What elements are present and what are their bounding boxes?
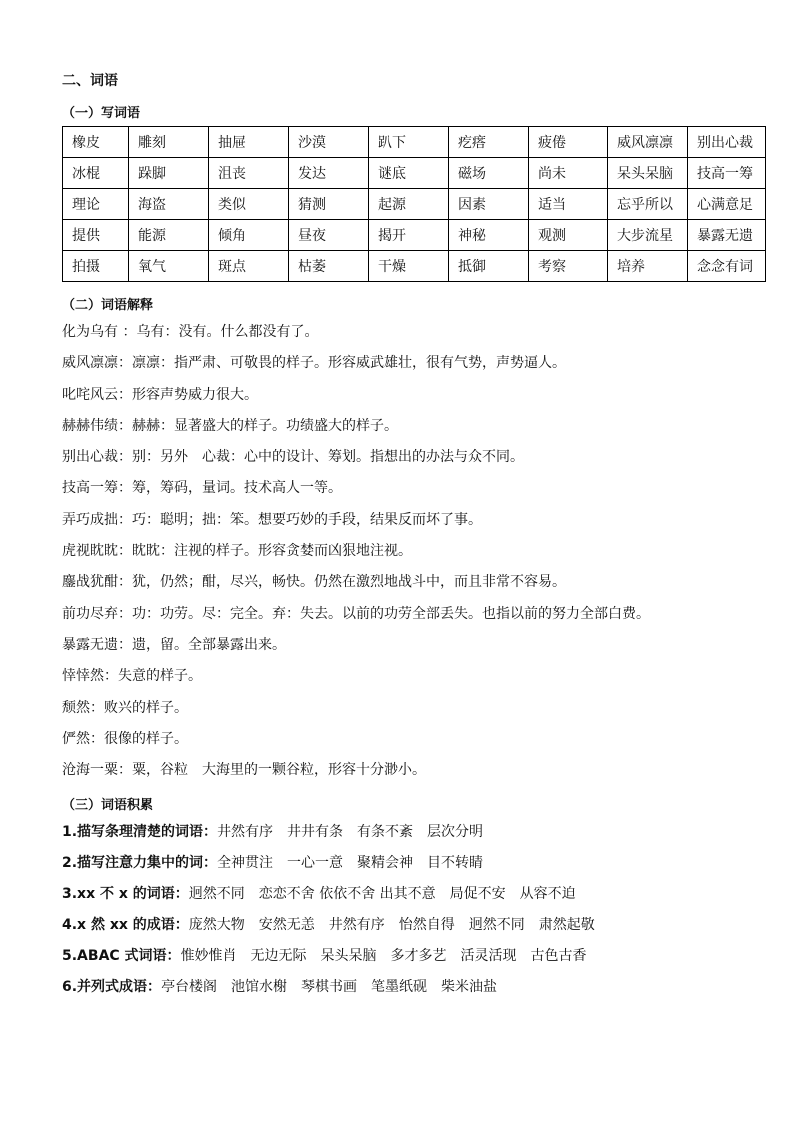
table-cell: 发达 (289, 158, 369, 189)
accumulation-list (62, 821, 762, 1007)
table-cell: 提供 (63, 220, 129, 251)
accumulation-item (62, 883, 762, 914)
accumulation-category: 5.ABAC 式词语： (62, 948, 181, 964)
table-cell: 抵御 (449, 251, 529, 282)
table-cell: 沮丧 (209, 158, 289, 189)
definition-item: 赫赫伟绩：赫赫：显著盛大的样子。功绩盛大的样子。 (62, 417, 398, 434)
table-row (63, 251, 766, 282)
table-cell: 理论 (63, 189, 129, 220)
table-row (63, 158, 766, 189)
table-cell: 类似 (209, 189, 289, 220)
table-cell: 考察 (529, 251, 608, 282)
table-cell: 适当 (529, 189, 608, 220)
word-table (62, 126, 766, 282)
table-cell: 威风凛凛 (608, 127, 688, 158)
accumulation-item (62, 945, 762, 976)
definitions-list (62, 321, 762, 790)
definition-item: 弄巧成拙：巧：聪明；拙：笨。想要巧妙的手段，结果反而坏了事。 (62, 511, 482, 528)
table-row (63, 127, 766, 158)
table-cell: 雕刻 (129, 127, 209, 158)
accumulation-words: 亭台楼阁 池馆水榭 琴棋书画 笔墨纸砚 柴米油盐 (161, 979, 498, 995)
table-cell: 橡皮 (63, 127, 129, 158)
table-cell: 斑点 (209, 251, 289, 282)
table-row (63, 189, 766, 220)
definition-item: 悻悻然：失意的样子。 (62, 668, 202, 685)
definition-item: 暴露无遗：遗，留。全部暴露出来。 (62, 636, 286, 653)
table-cell: 神秘 (449, 220, 529, 251)
subsection-definitions-title: （二）词语解释 (62, 298, 154, 313)
accumulation-item (62, 821, 762, 852)
table-cell: 暴露无遗 (688, 220, 766, 251)
table-cell: 抽屉 (209, 127, 289, 158)
table-cell: 起源 (369, 189, 449, 220)
accumulation-category: 6.并列式成语： (62, 979, 162, 995)
accumulation-item (62, 914, 762, 945)
accumulation-category: 3.xx 不 x 的词语： (62, 886, 189, 902)
definition-item: 化为乌有 ：乌有：没有。什么都没有了。 (62, 324, 319, 340)
table-cell: 大步流星 (608, 220, 688, 251)
table-cell: 拍摄 (63, 251, 129, 282)
definition-item: 威风凛凛：凛凛：指严肃、可敬畏的样子。形容威武雄壮，很有气势，声势逼人。 (62, 355, 566, 372)
table-cell: 念念有词 (688, 251, 766, 282)
table-cell: 心满意足 (688, 189, 766, 220)
table-cell: 忘乎所以 (608, 189, 688, 220)
table-cell: 揭开 (369, 220, 449, 251)
table-cell: 培养 (608, 251, 688, 282)
table-cell: 因素 (449, 189, 529, 220)
definition-item: 虎视眈眈：眈眈：注视的样子。形容贪婪而凶狠地注视。 (62, 543, 412, 560)
accumulation-words: 全神贯注 一心一意 聚精会神 目不转睛 (217, 855, 484, 871)
table-cell: 技高一筹 (688, 158, 766, 189)
definition-item: 鏖战犹酣：犹，仍然；酣，尽兴，畅快。仍然在激烈地战斗中，而且非常不容易。 (62, 574, 566, 591)
accumulation-item (62, 976, 762, 1007)
definition-item: 沧海一粟：粟，谷粒 大海里的一颗谷粒，形容十分渺小。 (62, 762, 426, 779)
subsection-write-words-title: （一）写词语 (62, 106, 141, 121)
table-cell: 谜底 (369, 158, 449, 189)
accumulation-words: 井然有序 井井有条 有条不紊 层次分明 (217, 824, 484, 840)
definition-item: 颓然：败兴的样子。 (62, 699, 188, 716)
table-cell: 海盗 (129, 189, 209, 220)
table-cell: 猜测 (289, 189, 369, 220)
table-cell: 跺脚 (129, 158, 209, 189)
accumulation-category: 1.描写条理清楚的词语： (62, 824, 218, 840)
definition-item: 技高一筹：筹，筹码，量词。技术高人一等。 (62, 480, 342, 497)
table-cell: 疙瘩 (449, 127, 529, 158)
table-row (63, 220, 766, 251)
section-title: 二、词语 (62, 73, 118, 89)
table-cell: 别出心裁 (688, 127, 766, 158)
accumulation-words: 庞然大物 安然无恙 井然有序 怡然自得 迥然不同 肃然起敬 (188, 917, 595, 933)
table-cell: 尚未 (529, 158, 608, 189)
definition-item: 叱咤风云：形容声势威力很大。 (62, 386, 258, 403)
accumulation-category: 2.描写注意力集中的词： (62, 855, 218, 871)
definition-item: 俨然：很像的样子。 (62, 730, 188, 747)
table-cell: 沙漠 (289, 127, 369, 158)
table-cell: 呆头呆脑 (608, 158, 688, 189)
table-cell: 磁场 (449, 158, 529, 189)
table-cell: 氧气 (129, 251, 209, 282)
subsection-accumulation-title: （三）词语积累 (62, 798, 154, 813)
table-cell: 疲倦 (529, 127, 608, 158)
table-cell: 能源 (129, 220, 209, 251)
definition-item: 前功尽弃：功：功劳。尽：完全。弃：失去。以前的功劳全部丢失。也指以前的努力全部白费。 (62, 605, 650, 622)
table-cell: 倾角 (209, 220, 289, 251)
table-cell: 冰棍 (63, 158, 129, 189)
accumulation-words: 迥然不同 恋恋不舍 依依不舍 出其不意 局促不安 从容不迫 (188, 886, 576, 902)
table-cell: 昼夜 (289, 220, 369, 251)
table-cell: 干燥 (369, 251, 449, 282)
table-cell: 枯萎 (289, 251, 369, 282)
accumulation-item (62, 852, 762, 883)
table-cell: 观测 (529, 220, 608, 251)
definition-item: 别出心裁：别：另外 心裁：心中的设计、筹划。指想出的办法与众不同。 (62, 449, 524, 466)
accumulation-category: 4.x 然 xx 的成语： (62, 917, 189, 933)
accumulation-words: 惟妙惟肖 无边无际 呆头呆脑 多才多艺 活灵活现 古色古香 (180, 948, 587, 964)
table-cell: 趴下 (369, 127, 449, 158)
